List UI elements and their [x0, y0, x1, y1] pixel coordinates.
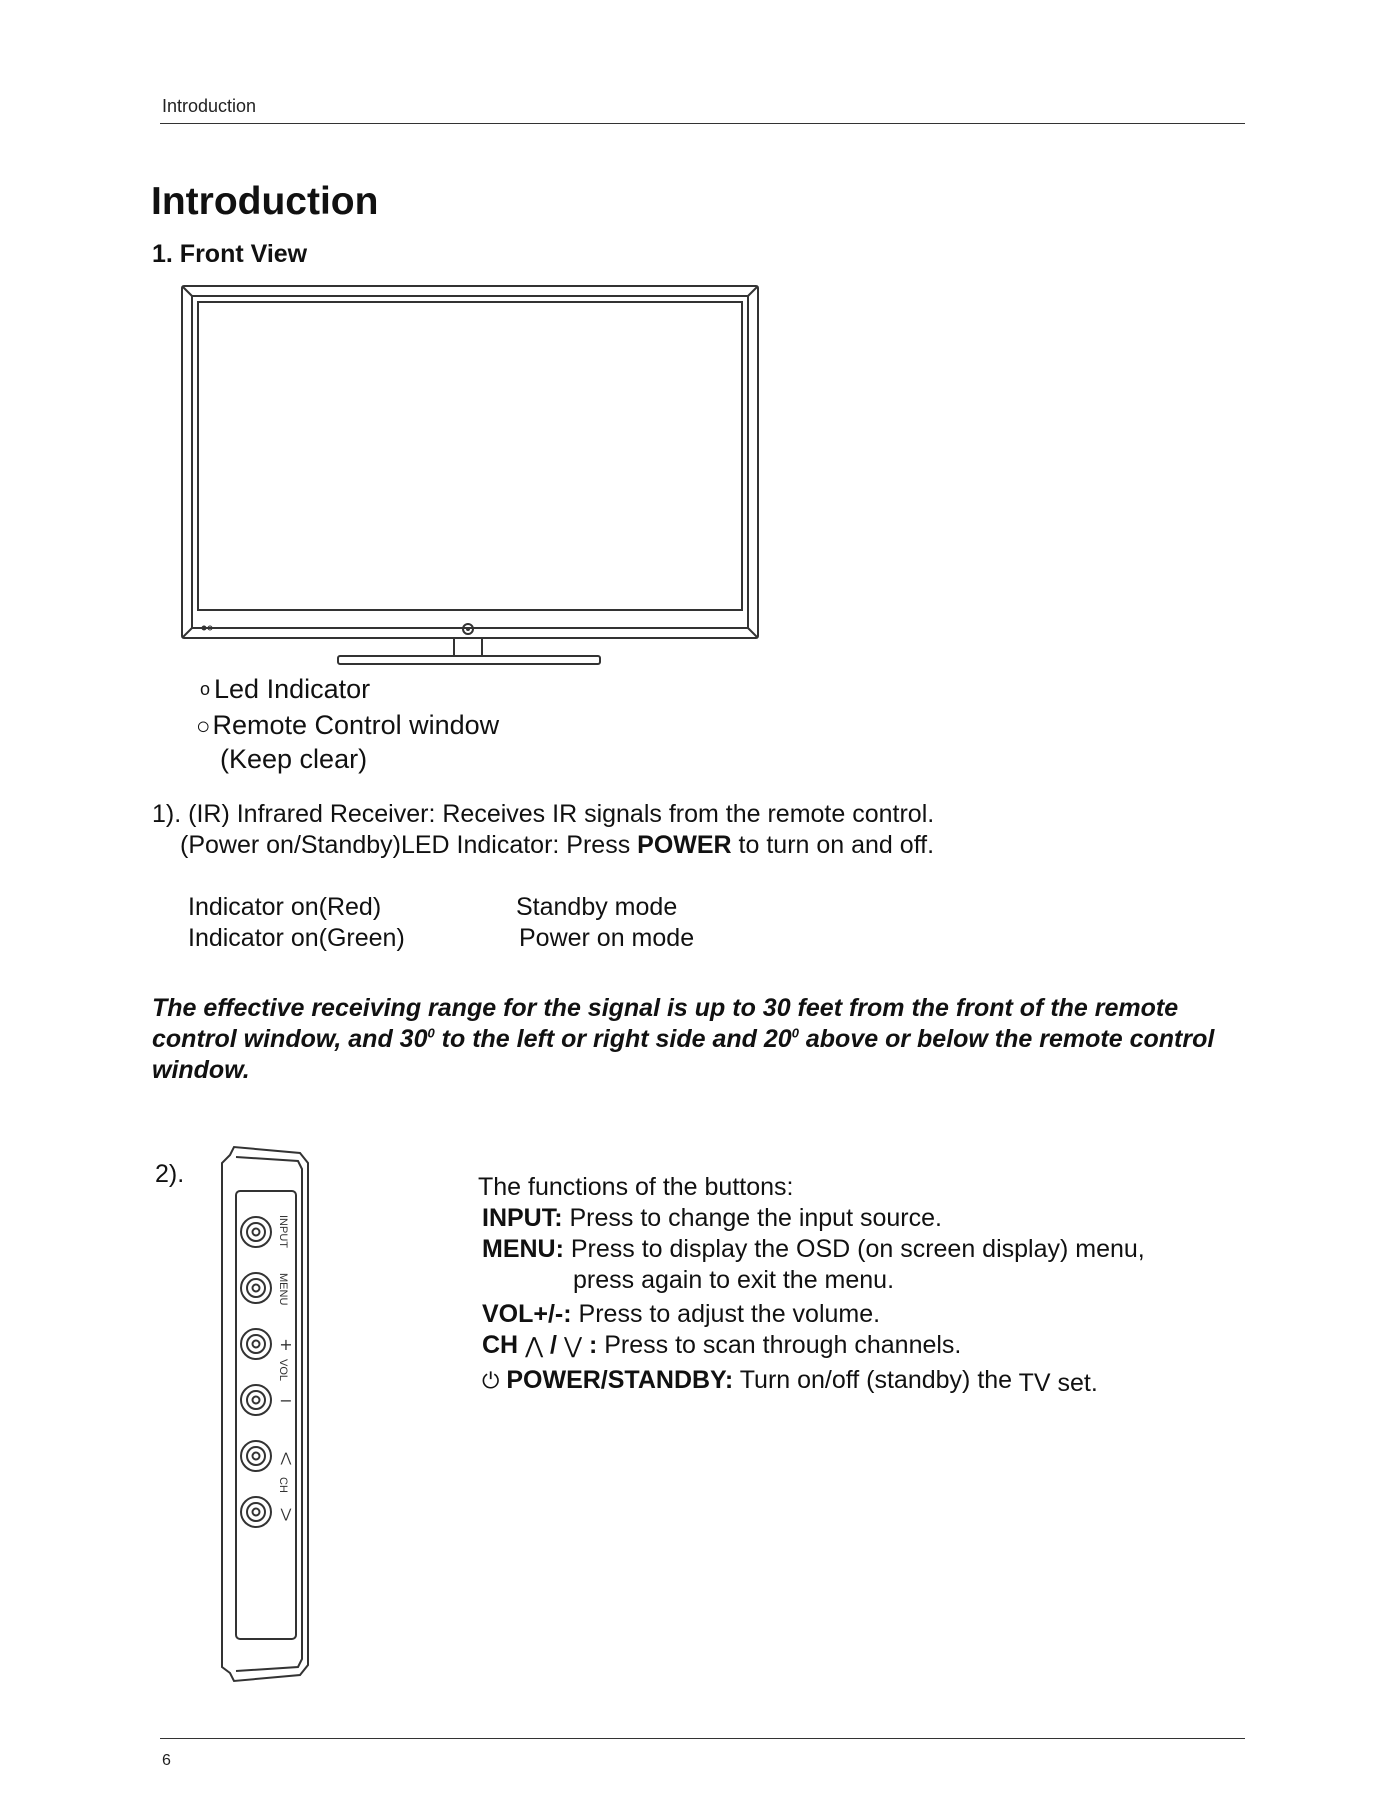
- function-ch: [482, 1331, 961, 1360]
- indicator-red-state: Indicator on(Red): [188, 893, 382, 921]
- led-indicator-line: [180, 831, 934, 860]
- page-number: 6: [162, 1752, 171, 1769]
- panel-ch-up-button: [241, 1441, 271, 1471]
- power-keyword: POWER: [637, 831, 732, 859]
- remote-bullet: ○: [196, 713, 211, 740]
- function-power: [482, 1366, 1098, 1395]
- panel-label-menu: MENU: [277, 1273, 289, 1306]
- function-vol-label: VOL+/-:: [482, 1300, 572, 1328]
- remote-window-label: Remote Control window: [212, 710, 500, 740]
- function-menu-text: Press to display the OSD (on screen display) menu,: [563, 1235, 1145, 1263]
- functions-intro: The functions of the buttons:: [478, 1173, 794, 1201]
- led-indicator-callout: [200, 674, 370, 705]
- tv-outer-bezel: [182, 286, 758, 638]
- function-power-text-2: TV set.: [1018, 1369, 1098, 1397]
- function-ch-label: CH: [482, 1331, 519, 1359]
- tv-remote-window: [202, 626, 207, 631]
- panel-label-input: INPUT: [277, 1215, 289, 1248]
- tv-front-view-illustration: [176, 282, 764, 672]
- running-header: Introduction: [162, 96, 257, 116]
- tv-stand-base: [338, 656, 600, 664]
- range-note-line3: window.: [152, 1056, 250, 1084]
- function-menu: [482, 1235, 1145, 1264]
- header-rule: [160, 123, 1245, 124]
- note-degree-1: 0: [427, 1025, 435, 1041]
- ir-receiver-line: 1). (IR) Infrared Receiver: Receives IR signals from the remote control.: [152, 800, 935, 828]
- panel-vol-down-button: [241, 1385, 271, 1415]
- panel-symbol-minus: −: [279, 1391, 293, 1410]
- panel-inner: [236, 1191, 296, 1639]
- function-menu-text-2: press again to exit the menu.: [573, 1266, 895, 1294]
- section-2-label: 2).: [155, 1160, 185, 1188]
- led-bullet: o: [200, 679, 211, 699]
- panel-label-vol: VOL: [277, 1359, 289, 1382]
- note-text-a: control window, and 30: [152, 1025, 428, 1053]
- function-power-label: POWER/STANDBY:: [506, 1366, 734, 1394]
- function-input: [482, 1204, 942, 1233]
- ch-up-icon: ⋀: [525, 1334, 544, 1359]
- function-input-label: INPUT:: [482, 1204, 563, 1232]
- range-note-line2: [152, 1025, 1214, 1054]
- page-title: Introduction: [151, 180, 379, 223]
- tv-inner-bezel: [192, 296, 748, 628]
- ch-colon: :: [582, 1331, 598, 1359]
- indicator-green-mode: Power on mode: [519, 924, 695, 952]
- ch-slash: /: [543, 1331, 564, 1359]
- panel-symbol-down: ⋁: [280, 1507, 292, 1522]
- panel-ch-down-button: [241, 1497, 271, 1527]
- function-input-text: Press to change the input source.: [562, 1204, 942, 1232]
- tv-stand-neck: [454, 638, 482, 656]
- note-text-b: to the left or right side and 20: [434, 1025, 792, 1053]
- function-power-text: Turn on/off (standby) the: [733, 1366, 1019, 1394]
- function-vol: [482, 1300, 880, 1329]
- indicator-red-mode: Standby mode: [516, 893, 678, 921]
- led-line-text: (Power on/Standby)LED Indicator: Press: [180, 831, 638, 859]
- footer-rule: [160, 1738, 1245, 1739]
- panel-buttons: [241, 1217, 271, 1527]
- function-vol-text: Press to adjust the volume.: [571, 1300, 881, 1328]
- power-icon: ⏻: [482, 1369, 500, 1394]
- panel-input-button: [241, 1217, 271, 1247]
- panel-symbol-up: ⋀: [280, 1451, 292, 1466]
- panel-menu-button: [241, 1273, 271, 1303]
- note-text-c: above or below the remote control: [798, 1025, 1215, 1053]
- indicator-green-state: Indicator on(Green): [188, 924, 405, 952]
- note-degree-2: 0: [791, 1025, 799, 1041]
- tv-screen: [198, 302, 742, 610]
- function-ch-text: Press to scan through channels.: [597, 1331, 962, 1359]
- range-note-line1: The effective receiving range for the signal is up to 30 feet from the front of the remote: [152, 994, 1179, 1022]
- side-button-panel-illustration: [200, 1145, 330, 1685]
- panel-vol-up-button: [241, 1329, 271, 1359]
- led-line-text-end: to turn on and off.: [731, 831, 935, 859]
- panel-symbol-plus: +: [279, 1335, 293, 1354]
- remote-keep-clear-note: (Keep clear): [220, 744, 368, 774]
- panel-label-ch: CH: [277, 1477, 289, 1493]
- led-indicator-label: Led Indicator: [214, 674, 371, 704]
- ch-down-icon: ⋁: [563, 1334, 582, 1359]
- section-heading-front-view: 1. Front View: [152, 240, 308, 268]
- remote-window-callout: [196, 710, 499, 741]
- function-menu-label: MENU:: [482, 1235, 564, 1263]
